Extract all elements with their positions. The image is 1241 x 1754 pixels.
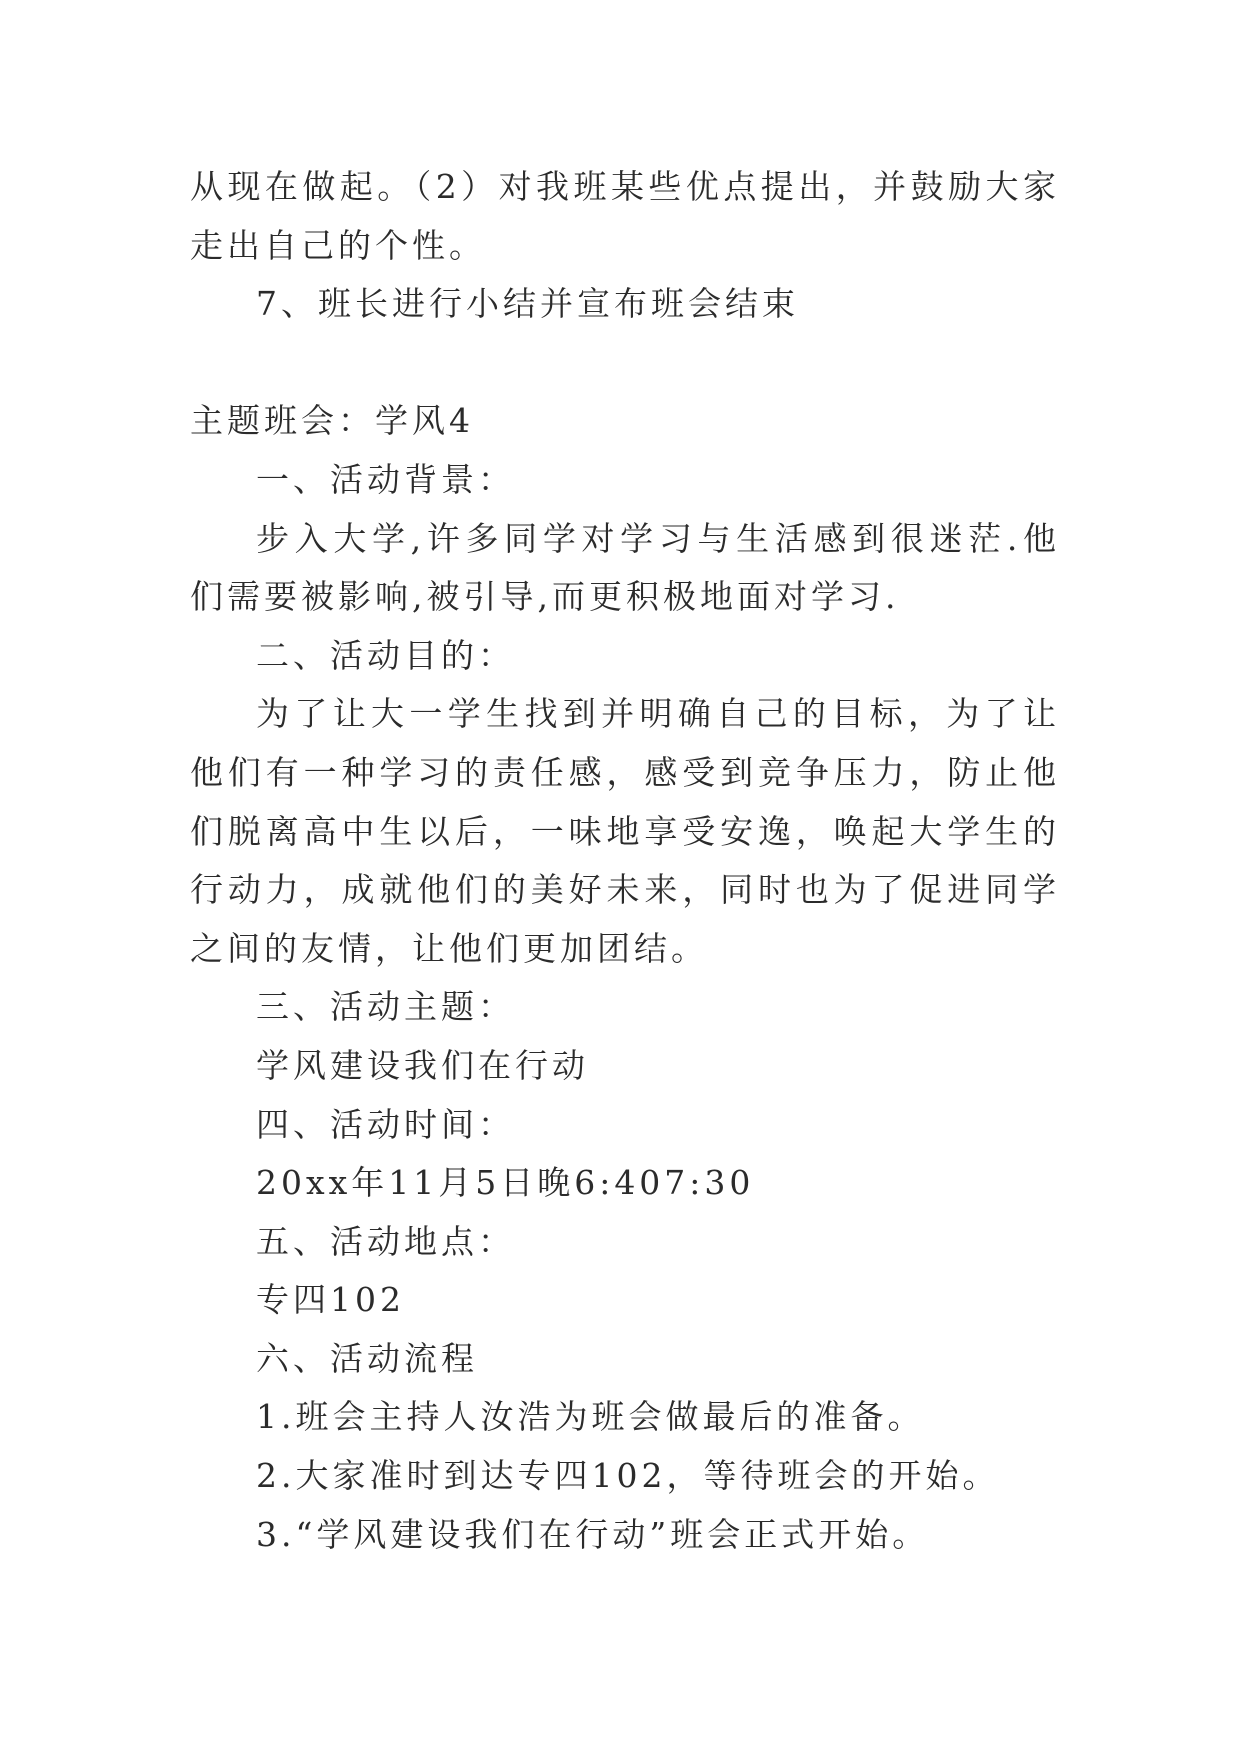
section-spacer bbox=[190, 334, 1060, 393]
section-title: 主题班会：学风4 bbox=[190, 401, 474, 441]
body-purpose: 为了让大一学生找到并明确自己的目标，为了让他们有一种学习的责任感，感受到竞争压力，防止他们脱离高中生以后，一味地享受安逸，唤起大学生的行动力，成就他们的美好未来，同时也为了促进同学之间的友情，让他们更加团结。 bbox=[190, 694, 1060, 968]
body-theme: 学风建设我们在行动 bbox=[256, 1045, 589, 1085]
heading-time: 四、活动时间： bbox=[256, 1104, 515, 1144]
top-paragraph: 从现在做起。（2）对我班某些优点提出，并鼓励大家走出自己的个性。 bbox=[190, 167, 1060, 265]
body-location: 专四102 bbox=[256, 1280, 405, 1320]
heading-location: 五、活动地点： bbox=[256, 1221, 515, 1261]
body-time: 20xx年11月5日晚6:407:30 bbox=[256, 1163, 755, 1203]
heading-theme: 三、活动主题： bbox=[256, 987, 515, 1027]
document-body bbox=[190, 158, 1060, 1564]
process-step: 1.班会主持人汝浩为班会做最后的准备。 bbox=[256, 1397, 925, 1437]
body-background: 步入大学,许多同学对学习与生活感到很迷茫.他们需要被影响,被引导,而更积极地面对学习. bbox=[190, 518, 1060, 617]
heading-background: 一、活动背景： bbox=[256, 459, 515, 499]
top-item-7: 7、班长进行小结并宣布班会结束 bbox=[256, 284, 799, 324]
heading-process: 六、活动流程 bbox=[256, 1338, 478, 1378]
process-step: 3.“学风建设我们在行动”班会正式开始。 bbox=[256, 1514, 930, 1554]
heading-purpose: 二、活动目的： bbox=[256, 635, 515, 675]
process-step: 2.大家准时到达专四102，等待班会的开始。 bbox=[256, 1456, 1000, 1496]
